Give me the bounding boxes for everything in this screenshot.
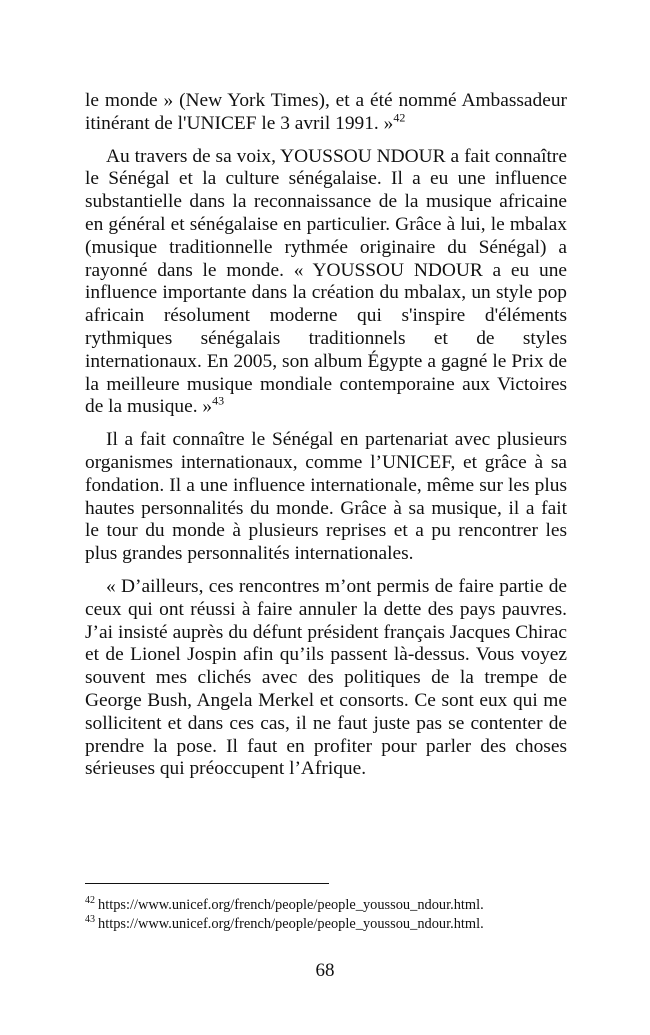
page-number: 68 [315, 960, 335, 981]
paragraph-text: Au travers de sa voix, YOUSSOU NDOUR a fait connaître le Sénégal et la culture sénégalaise. Il a eu une influence substantielle dans la reconnaissance de la musique africaine en général et sénégalaise en particulier. Grâce à lui, le mbalax (musique traditionnelle rythmée originaire du Sénégal) a rayonné dans le monde. « YOUSSOU NDOUR a eu une influence importante dans la création du mbalax, un style pop africain résolument moderne qui s'inspire d'éléments rythmiques sénégalais traditionnels et de styles internationaux. En 2005, son album Égypte a gagné le Prix de la meilleure musique mondiale contemporaine aux Victoires de la musique. » [85, 145, 567, 418]
footnote [85, 915, 585, 934]
paragraph-text: le monde » (New York Times), et a été nommé Ambassadeur itinérant de l'UNICEF le 3 avril 1991. » [85, 90, 567, 134]
paragraph-text: Il a fait connaître le Sénégal en partenariat avec plusieurs organismes internationaux, comme l’UNICEF, et grâce à sa fondation. Il a une influence internationale, même sur les plus hautes personnalités du monde. Grâce à sa musique, il a fait le tour du monde à plusieurs reprises et a pu rencontrer les plus grandes personnalités internationales. [85, 429, 567, 565]
footnote-reference: 42 [393, 110, 406, 125]
footnote-separator [85, 883, 329, 884]
footnote-number: 42 [85, 895, 95, 907]
paragraph-continuation [85, 90, 567, 136]
footnote-number: 43 [85, 914, 95, 926]
footnote-text: https://www.unicef.org/french/people/people_youssou_ndour.html. [98, 897, 484, 913]
paragraph [85, 146, 567, 420]
footnotes [85, 896, 585, 934]
footnote [85, 896, 585, 915]
body-text [85, 90, 567, 791]
footnote-reference: 43 [212, 393, 225, 408]
paragraph [85, 576, 567, 781]
footnote-text: https://www.unicef.org/french/people/people_youssou_ndour.html. [98, 916, 484, 932]
paragraph [85, 429, 567, 566]
paragraph-text: « D’ailleurs, ces rencontres m’ont permis de faire partie de ceux qui ont réussi à faire annuler la dette des pays pauvres. J’ai insisté auprès du défunt président français Jacques Chirac et de Lionel Jospin afin qu’ils passent là-dessus. Vous voyez souvent mes clichés avec des politiques de la trempe de George Bush, Angela Merkel et consorts. Ce sont eux qui me sollicitent et dans ces cas, il ne faut juste pas se contenter de prendre la pose. Il faut en profiter pour parler des choses sérieuses qui préoccupent l’Afrique. [85, 575, 567, 780]
